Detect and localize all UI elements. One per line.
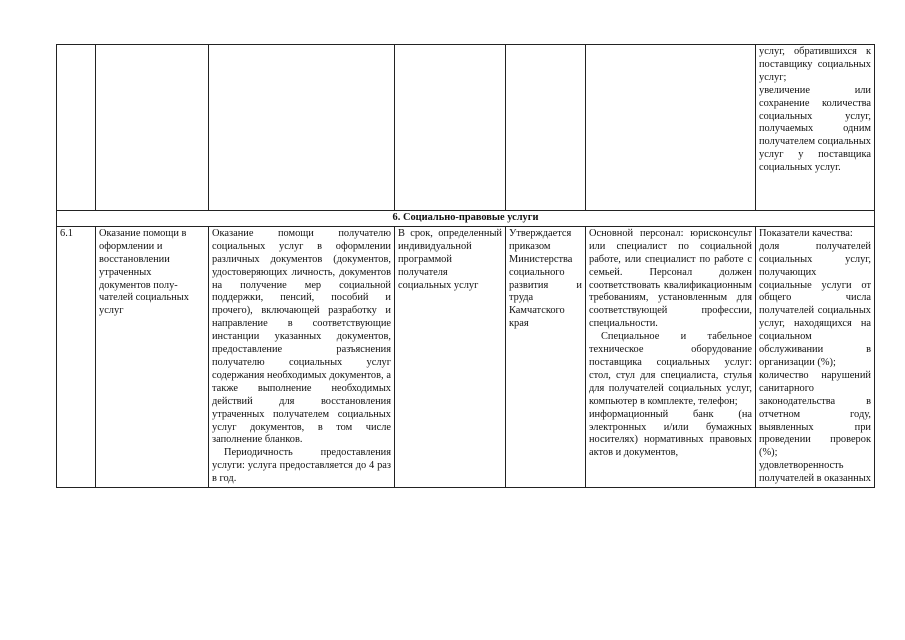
cell-description (209, 226, 395, 487)
indicator-text: увеличение или сохранение количества социальных услуг, получаемых одним получателем социальных услуг у поставщика социальных услуг. (759, 84, 871, 174)
conditions-text: Основной персонал: юрисконсульт или специалист по социальной работе, или специалист по работе с семьей. Персонал должен соответствовать квалификационным требованиям, установленным для соответствующей профессии, специальности. (589, 227, 752, 330)
table-row (57, 226, 875, 487)
services-table (56, 44, 875, 488)
cell-service-name: Оказание помощи в оформлении и восстановлении утраченных документов полу-чателей социальных услуг (96, 226, 209, 487)
indicator-text: услуг, обратившихся к поставщику социальных услуг; (759, 46, 871, 83)
section-header-row (57, 211, 875, 227)
indicator-text: удовлетворенность получателей в оказанных (759, 460, 871, 485)
indicator-text: количество нарушений санитарного законодательства в отчетном году, выявленных при проведении проверок (%); (759, 369, 871, 459)
conditions-text: Специальное и табельное техническое оборудование поставщика социальных услуг: стол, стул для специалиста, стулья для получателей социальных услуг, компьютер в комплекте, телефон; (589, 331, 752, 407)
cell-number: 6.1 (57, 226, 96, 487)
table-row-continued (57, 45, 875, 211)
description-text: Оказание помощи получателю социальных услуг в оформлении различных документов (документов, удостоверяющих личность, документов на получение мер социальной поддержки, пенсий, пособий и прочего), включающей разработку и направление в соответствующие инстанции указанных документов, предоставление разъяснения получателю социальных услуг содержания необходимых документов, а также выполнение необходимых действий для восстановления утраченных получателем социальных услуг документов, в том числе заполнение бланков. (212, 227, 391, 446)
cell-conditions (586, 226, 756, 487)
indicator-text: доля получателей социальных услуг, получающих социальные услуги от общего числа получателей социальных услуг, находящихся на социальном обслуживании в организации (%); (759, 240, 871, 368)
cell-tariff: Утверждается приказом Министерства социального развития и труда Камчатского края (506, 226, 586, 487)
cell-term: В срок, определенный индивидуальной программой получателя социальных услуг (395, 226, 506, 487)
cell-conditions (586, 45, 756, 211)
section-title: 6. Социально-правовые услуги (57, 211, 875, 227)
cell-tariff (506, 45, 586, 211)
cell-indicators (756, 226, 875, 487)
cell-description (209, 45, 395, 211)
cell-number (57, 45, 96, 211)
indicator-text: Показатели качества: (759, 227, 853, 239)
conditions-text: информационный банк (на электронных и/или бумажных носителях) нормативных правовых актов и документов, (589, 408, 752, 459)
cell-indicators (756, 45, 875, 211)
cell-term (395, 45, 506, 211)
periodicity-text: Периодичность предоставления услуги: услуга предоставляется до 4 раз в год. (212, 447, 391, 485)
cell-service-name (96, 45, 209, 211)
